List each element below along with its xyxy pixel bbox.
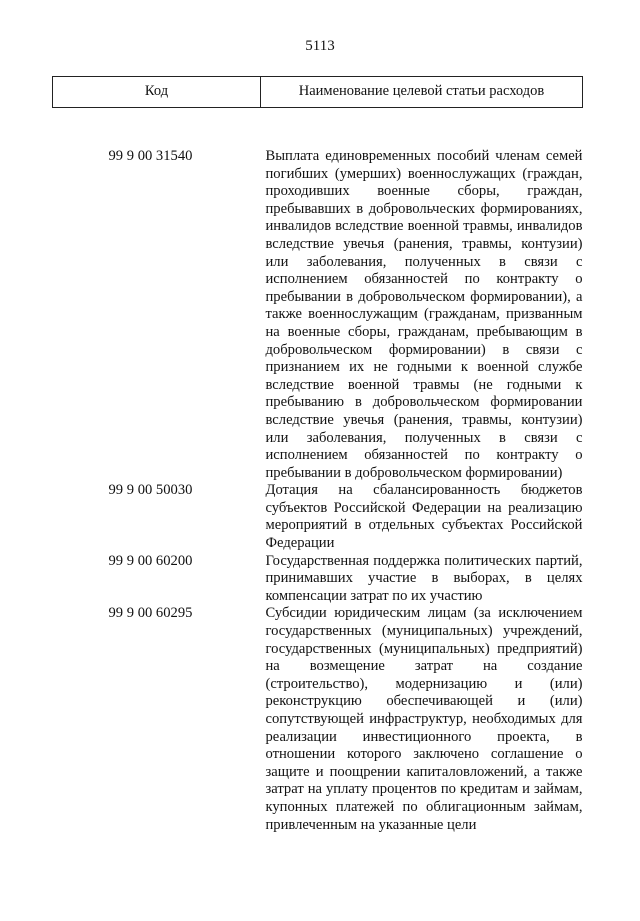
row-description: Дотация на сбалансированность бюджетов субъектов Российской Федерации на реализацию мероприятий в отдельных субъектах Российской Федерации <box>265 482 583 552</box>
row-code: 99 9 00 60295 <box>108 605 193 622</box>
page-number: 5113 <box>305 38 335 54</box>
table-row <box>53 605 583 834</box>
row-code: 99 9 00 60200 <box>108 552 193 569</box>
header-name: Наименование целевой статьи расходов <box>261 77 583 108</box>
budget-classification-table <box>52 76 583 834</box>
table-row <box>53 553 583 606</box>
row-code: 99 9 00 50030 <box>108 482 193 499</box>
row-description: Выплата единовременных пособий членам семей погибших (умерших) военнослужащих (граждан, проходивших военные сборы, граждан, пребывавших в добровольческих формированиях, инвалидов вследствие военной травмы, инвалидов вследствие увечья (ранения, травмы, контузии) или заболевания, полученных в связи с исполнением обязанностей по контракту о пребывании в добровольческом формировании), а также военнослужащим (гражданам, призванным на военные сборы, гражданам, пребывающим в добровольческом формировании) в связи с признанием их не годными к военной службе вследствие военной травмы (не годными к пребыванию в добровольческом формировании вследствие увечья (ранения, травмы, контузии) или заболевания, полученных в связи с исполнением обязанностей по контракту о пребывании в добровольческом формировании) <box>265 148 583 481</box>
table-row <box>53 482 583 552</box>
table-header-row <box>53 77 583 108</box>
table-row <box>53 148 583 482</box>
row-description: Субсидии юридическим лицам (за исключением государственных (муниципальных) учреждений, государственных (муниципальных) предприятий) на возмещение затрат на создание (строительство), модернизацию и (или) реконструкцию обеспечивающей и (или) сопутствующей инфраструктур, необходимых для реализации инвестиционного проекта, в отношении которого заключено соглашение о защите и поощрении капиталовложений, а также затрат на уплату процентов по кредитам и займам, купонных платежей по облигационным займам, привлеченным на указанные цели <box>265 605 583 833</box>
header-code: Код <box>53 77 261 108</box>
row-description: Государственная поддержка политических партий, принимавших участие в выборах, в целях компенсации затрат по их участию <box>265 552 583 604</box>
row-code: 99 9 00 31540 <box>108 148 193 164</box>
